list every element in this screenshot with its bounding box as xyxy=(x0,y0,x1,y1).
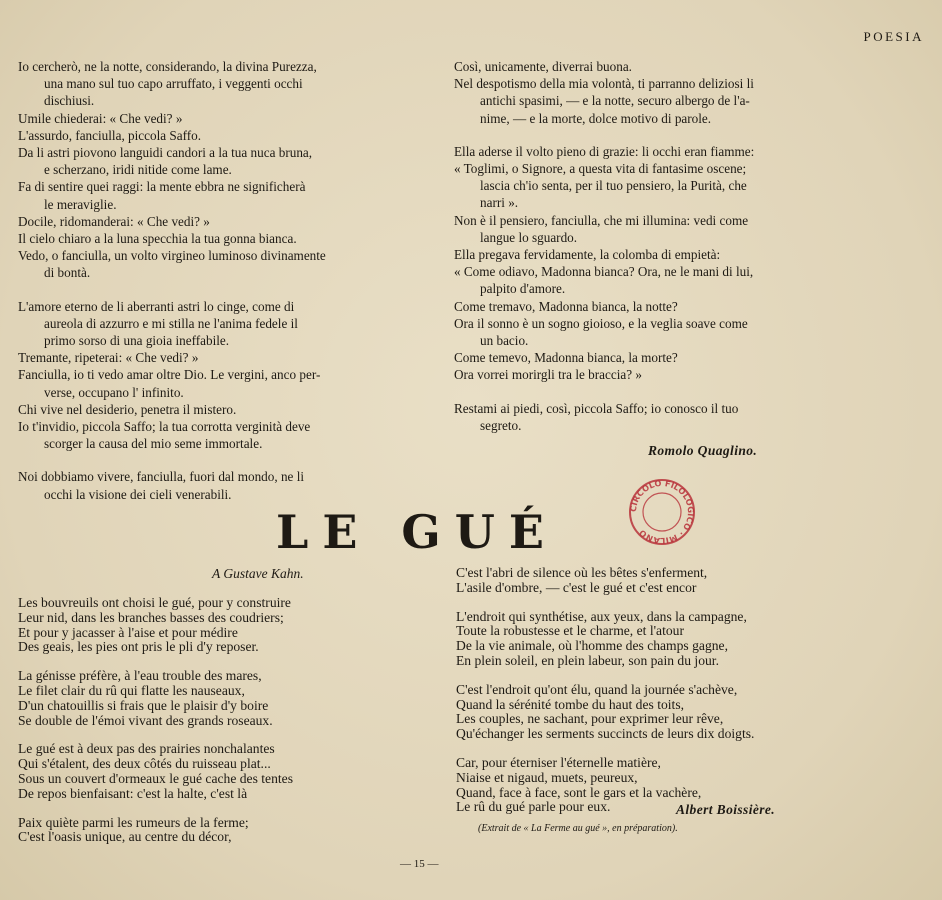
verse-line: segreto. xyxy=(480,417,522,433)
verse-line: dischiusi. xyxy=(44,93,95,109)
italian-poem-right-column xyxy=(454,58,828,434)
verse-line: Il cielo chiaro a la luna specchia la tua gonna bianca. xyxy=(18,231,297,247)
stanza-gap xyxy=(456,742,836,756)
verse-line: Tremante, ripeterai: « Che vedi? » xyxy=(18,350,199,366)
verse-line: Docile, ridomanderai: « Che vedi? » xyxy=(18,213,210,229)
stamp-text: CIRCOLO FILOLOGICO · MILANO xyxy=(628,478,696,546)
verse-line: e scherzano, iridi nitide come lame. xyxy=(44,162,232,178)
verse-line: una mano sul tuo capo arruffato, i veggenti occhi xyxy=(44,76,303,92)
verse-line: Se double de l'émoi vivant des grands roseaux. xyxy=(18,712,273,728)
verse-line: L'asile d'ombre, — c'est le gué et c'est encor xyxy=(456,579,697,595)
verse-line: Toute la robustesse et le charme, et l'atour xyxy=(456,623,684,639)
verse-line: Come tremavo, Madonna bianca, la notte? xyxy=(454,298,678,314)
verse-line: Ella aderse il volto pieno di grazie: li occhi eran fiamme: xyxy=(454,143,755,159)
verse-line: Chi vive nel desiderio, penetra il mistero. xyxy=(18,401,237,417)
poem-dedication: A Gustave Kahn. xyxy=(212,566,304,581)
verse-line: C'est l'abri de silence où les bêtes s'enferment, xyxy=(456,565,708,580)
verse-line: Leur nid, dans les branches basses des coudriers; xyxy=(18,609,284,625)
verse-line: Quand, face à face, sont le gars et la vachère, xyxy=(456,784,702,800)
verse-line: nime, — e la morte, dolce motivo di parole. xyxy=(480,110,712,126)
verse-line: Les bouvreuils ont choisi le gué, pour y construire xyxy=(18,595,291,610)
verse-line: le meraviglie. xyxy=(44,196,117,212)
verse-line: Qui s'étalent, des deux côtés du ruisseau plat... xyxy=(18,756,271,772)
running-head: POESIA xyxy=(863,29,924,44)
verse-line: palpito d'amore. xyxy=(480,281,566,297)
verse-line: Niaise et nigaud, muets, peureux, xyxy=(456,769,638,785)
verse-line: Sous un couvert d'ormeaux le gué cache des tentes xyxy=(18,770,293,786)
verse-line: Paix quiète parmi les rumeurs de la ferme; xyxy=(18,814,249,830)
verse-line: Fanciulla, io ti vedo amar oltre Dio. Le vergini, anco per- xyxy=(18,367,321,383)
verse-line: Noi dobbiamo vivere, fanciulla, fuori dal mondo, ne li xyxy=(18,469,305,485)
verse-line: Fa di sentire quei raggi: la mente ebbra ne significherà xyxy=(18,179,306,195)
verse-line: Umile chiederai: « Che vedi? » xyxy=(18,110,183,126)
verse-line: langue lo sguardo. xyxy=(480,229,578,245)
verse-line: D'un chatouillis si frais que le plaisir d'y boire xyxy=(18,697,269,713)
stanza-gap xyxy=(18,655,418,669)
verse-line: primo sorso di una gioia ineffabile. xyxy=(44,333,230,349)
verse-line: Così, unicamente, diverrai buona. xyxy=(454,59,632,74)
verse-line: Come temevo, Madonna bianca, la morte? xyxy=(454,350,678,366)
verse-line: Et pour y jacasser à l'aise et pour médire xyxy=(18,624,238,640)
verse-line: Car, pour éterniser l'éternelle matière, xyxy=(456,754,661,770)
verse-line: un bacio. xyxy=(480,333,529,349)
verse-line: La génisse préfère, à l'eau trouble des mares, xyxy=(18,668,262,684)
italian-poem-author: Romolo Quaglino. xyxy=(648,443,758,458)
verse-line: Le gué est à deux pas des prairies nonchalantes xyxy=(18,741,275,757)
verse-line: scorger la causa del mio seme immortale. xyxy=(44,436,263,452)
verse-line: Ella pregava fervidamente, la colomba di empietà: xyxy=(454,247,721,263)
verse-line: lascia ch'io senta, per il tuo pensiero, la Purità, che xyxy=(480,178,747,194)
stanza-gap xyxy=(18,282,390,298)
verse-line: Vedo, o fanciulla, un volto virgineo luminoso divinamente xyxy=(18,248,326,264)
verse-line: C'est l'endroit qu'ont élu, quand la journée s'achève, xyxy=(456,681,738,697)
verse-line: C'est l'oasis unique, au centre du décor, xyxy=(18,829,232,845)
page-number: — 15 — xyxy=(400,858,439,870)
verse-line: verse, occupano l' infinito. xyxy=(44,384,184,400)
stanza-gap xyxy=(454,127,828,143)
verse-line: L'assurdo, fanciulla, piccola Saffo. xyxy=(18,127,202,143)
verse-line: Ora vorrei morirgli tra le braccia? » xyxy=(454,367,642,383)
verse-line: Restami ai piedi, così, piccola Saffo; io conosco il tuo xyxy=(454,400,739,416)
stanza-gap xyxy=(18,452,390,468)
verse-line: De repos bienfaisant: c'est la halte, c'est là xyxy=(18,785,248,801)
stanza-gap xyxy=(18,728,418,742)
french-poem-left-column xyxy=(18,596,418,845)
verse-line: Les couples, ne sachant, pour exprimer leur rêve, xyxy=(456,711,724,727)
stanza-gap xyxy=(454,384,828,400)
poem-title: LE GUÉ xyxy=(276,505,558,559)
extract-note: (Extrait de « La Ferme au gué », en préparation). xyxy=(478,823,678,834)
verse-line: Quand la sérénité tombe du haut des toits, xyxy=(456,696,685,712)
verse-line: Qu'échanger les serments succincts de leurs dix doigts. xyxy=(456,726,755,742)
verse-line: Ora il sonno è un sogno gioioso, e la veglia soave come xyxy=(454,315,748,331)
library-stamp xyxy=(628,478,696,546)
verse-line: Nel despotismo della mia volontà, ti parranno deliziosi li xyxy=(454,76,754,92)
verse-line: De la vie animale, où l'homme des champs gagne, xyxy=(456,638,728,654)
verse-line: Da li astri piovono languidi candori a la tua nuca bruna, xyxy=(18,145,313,161)
italian-poem-left-column xyxy=(18,58,390,503)
french-poem-right-column xyxy=(456,566,836,815)
verse-line: L'endroit qui synthétise, aux yeux, dans la campagne, xyxy=(456,608,747,624)
verse-line: Io cercherò, ne la notte, considerando, la divina Purezza, xyxy=(18,59,317,74)
verse-line: narri ». xyxy=(480,195,519,211)
svg-text:CIRCOLO FILOLOGICO · MILANO xyxy=(628,478,696,546)
verse-line: antichi spasimi, — e la notte, securo albergo de l'a- xyxy=(480,93,750,109)
verse-line: L'amore eterno de li aberranti astri lo cinge, come di xyxy=(18,298,295,314)
verse-line: aureola di azzurro e mi stilla ne l'anima fedele il xyxy=(44,315,298,331)
verse-line: Des geais, les pies ont pris le pli d'y reposer. xyxy=(18,639,259,655)
stanza-gap xyxy=(456,596,836,610)
verse-line: « Come odiavo, Madonna bianca? Ora, ne le mani di lui, xyxy=(454,264,754,280)
verse-line: Non è il pensiero, fanciulla, che mi illumina: vedi come xyxy=(454,212,749,228)
verse-line: occhi la visione dei cieli venerabili. xyxy=(44,486,232,502)
verse-line: Le rû du gué parle pour eux. xyxy=(456,799,611,815)
verse-line: Le filet clair du rû qui flatte les nauseaux, xyxy=(18,682,245,698)
verse-line: « Toglimi, o Signore, a questa vita di fantasime oscene; xyxy=(454,161,747,177)
verse-line: En plein soleil, en plein labeur, son pain du jour. xyxy=(456,652,719,668)
verse-line: Io t'invidio, piccola Saffo; la tua corrotta verginità deve xyxy=(18,419,311,435)
french-poem-author: Albert Boissière. xyxy=(676,802,776,817)
stanza-gap xyxy=(456,669,836,683)
verse-line: di bontà. xyxy=(44,265,91,281)
stanza-gap xyxy=(18,802,418,816)
